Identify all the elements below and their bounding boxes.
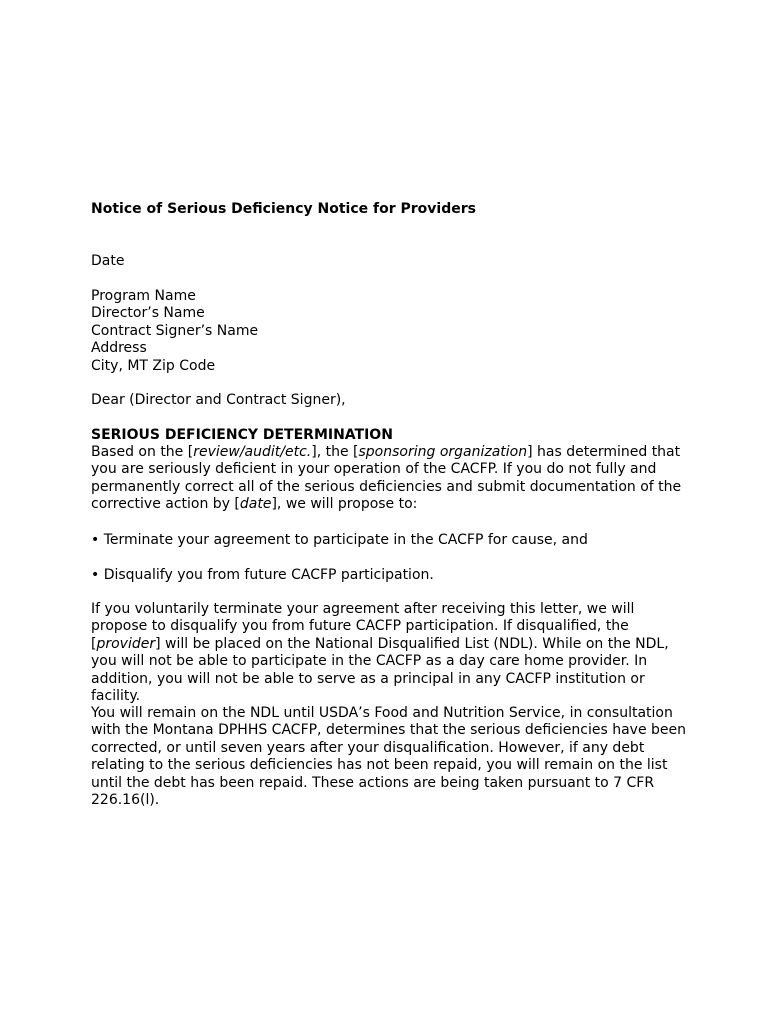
placeholder-provider: provider <box>96 635 156 652</box>
determination-paragraph <box>91 444 711 514</box>
address-line-street: Address <box>91 340 147 357</box>
paragraph-line: corrected, or until seven years after your disqualification. However, if any debt <box>91 739 645 756</box>
placeholder-review-type: review/audit/etc. <box>193 444 312 460</box>
paragraph-line: If you voluntarily terminate your agreement after receiving this letter, we will <box>91 601 635 617</box>
voluntary-termination-paragraph <box>91 601 711 705</box>
address-line-director-name: Director’s Name <box>91 305 205 322</box>
paragraph-line: until the debt has been repaid. These actions are being taken pursuant to 7 CFR <box>91 774 655 791</box>
paragraph-line: Based on the [review/audit/etc.], the [sponsoring organization] has determined that <box>91 444 681 460</box>
placeholder-date: date <box>239 496 272 513</box>
paragraph-line: [provider] will be placed on the National Disqualified List (NDL). While on the NDL, <box>91 635 669 652</box>
recipient-address-block <box>91 288 258 375</box>
address-line-city-state-zip: City, MT Zip Code <box>91 357 216 374</box>
paragraph-line: you will not be able to participate in the CACFP as a day care home provider. In <box>91 653 648 670</box>
ndl-duration-paragraph <box>91 705 711 809</box>
section-heading: SERIOUS DEFICIENCY DETERMINATION <box>91 427 393 443</box>
paragraph-line: permanently correct all of the serious deficiencies and submit documentation of the <box>91 478 682 495</box>
address-line-program-name: Program Name <box>91 288 196 304</box>
paragraph-line: with the Montana DPHHS CACFP, determines that the serious deficiencies have been <box>91 722 686 739</box>
bullet-disqualify: • Disqualify you from future CACFP participation. <box>91 567 434 583</box>
date-placeholder: Date <box>91 253 125 269</box>
paragraph-line: addition, you will not be able to serve as a principal in any CACFP institution or <box>91 670 645 687</box>
paragraph-line: corrective action by [date], we will propose to: <box>91 496 418 513</box>
paragraph-line: You will remain on the NDL until USDA’s Food and Nutrition Service, in consultation <box>91 705 673 721</box>
salutation: Dear (Director and Contract Signer), <box>91 392 346 408</box>
bullet-terminate-agreement: • Terminate your agreement to participate in the CACFP for cause, and <box>91 532 588 548</box>
address-line-contract-signer: Contract Signer’s Name <box>91 322 259 339</box>
paragraph-line: facility. <box>91 688 141 705</box>
placeholder-sponsoring-organization: sponsoring organization <box>358 444 528 460</box>
paragraph-line: 226.16(l). <box>91 792 160 809</box>
paragraph-line: relating to the serious deficiencies has not been repaid, you will remain on the list <box>91 757 668 774</box>
paragraph-line: you are seriously deficient in your operation of the CACFP. If you do not fully and <box>91 461 657 478</box>
document-title: Notice of Serious Deficiency Notice for Providers <box>91 201 476 217</box>
paragraph-line: propose to disqualify you from future CACFP participation. If disqualified, the <box>91 618 629 635</box>
